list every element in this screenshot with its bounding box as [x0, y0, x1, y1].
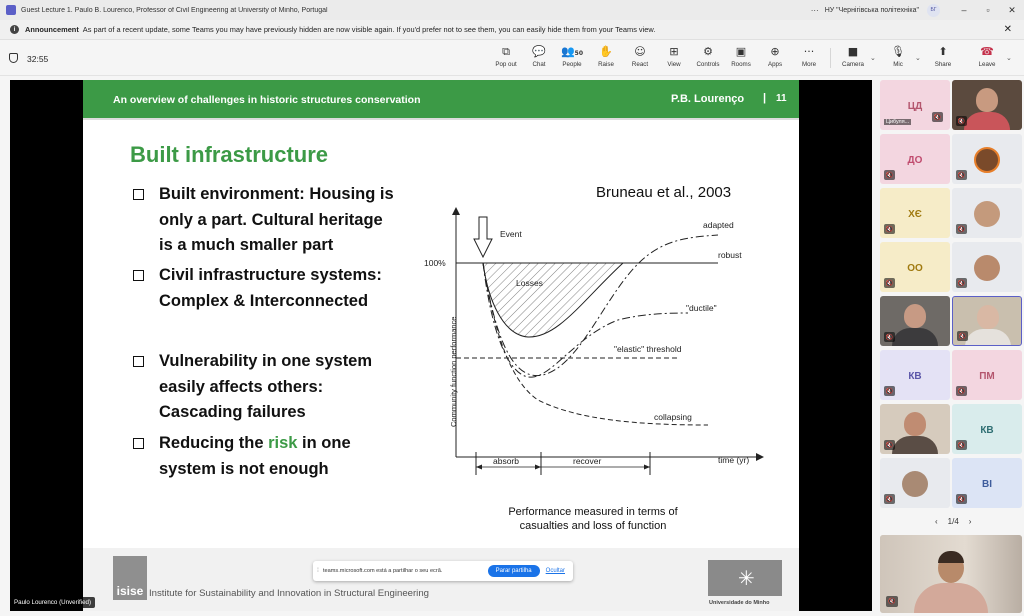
robust-label: robust — [718, 250, 742, 260]
participant-video-tile[interactable] — [952, 80, 1022, 130]
view-button[interactable]: ⊞ View — [667, 45, 681, 68]
apps-button[interactable]: ⊕ Apps — [767, 45, 783, 68]
y-axis-arrow — [452, 207, 460, 215]
stop-sharing-button[interactable]: Parar partilha — [488, 565, 540, 577]
raise-hand-button[interactable]: ✋ Raise — [598, 45, 614, 68]
info-icon: i — [10, 25, 19, 34]
participant-tile[interactable]: ОО 🔇 — [880, 242, 950, 292]
controls-icon: ⚙ — [703, 45, 713, 58]
slide-citation: Bruneau et al., 2003 — [596, 184, 732, 201]
isise-logo: isise — [113, 556, 147, 600]
participant-video-tile[interactable] — [880, 296, 950, 346]
mic-muted-icon: 🔇 — [885, 225, 894, 233]
chat-icon: 💬 — [532, 45, 546, 58]
mic-muted-icon: 🔇 — [885, 495, 894, 503]
share-button[interactable]: ⬆ Share — [934, 45, 952, 68]
drag-handle-icon[interactable]: ⁞ — [317, 568, 319, 574]
uminho-star-icon: ✳ — [738, 566, 755, 590]
presentation-slide — [83, 80, 799, 611]
x-axis-arrow — [756, 453, 764, 461]
meeting-timer: 32:55 — [27, 54, 49, 64]
mic-muted-icon: 🔇 — [958, 332, 967, 340]
people-icon: 👥50 — [560, 45, 584, 58]
elastic-threshold-label: "elastic" threshold — [614, 344, 682, 354]
participant-video-tile[interactable] — [880, 404, 950, 454]
university-name: Universidade do Minho — [709, 600, 770, 606]
organization-name[interactable]: НУ "Чернігівська політехніка" — [824, 6, 919, 14]
prev-page-icon[interactable]: ‹ — [935, 517, 938, 526]
participant-avatar — [974, 147, 1000, 173]
view-icon: ⊞ — [669, 45, 679, 58]
rooms-button[interactable]: ▣ Rooms — [731, 45, 751, 68]
event-label: Event — [500, 229, 522, 239]
recover-label: recover — [573, 456, 602, 466]
mic-muted-icon: 🔇 — [885, 279, 894, 287]
bullet-reducing-risk: Reducing the risk in one system is not enough — [133, 431, 351, 482]
participant-avatar-tile[interactable] — [952, 242, 1022, 292]
meeting-toolbar — [0, 40, 1024, 76]
mic-muted-icon: 🔇 — [885, 333, 894, 341]
bullet-civil-infrastructure: Civil infrastructure systems: Complex & Interconnected — [133, 263, 382, 314]
title-bar — [0, 0, 1024, 20]
adapted-label: adapted — [703, 220, 734, 230]
participant-avatar-tile[interactable] — [952, 188, 1022, 238]
react-button[interactable]: ☺ React — [631, 45, 649, 68]
chat-button[interactable]: 💬 Chat — [532, 45, 546, 68]
toolbar-divider — [830, 48, 831, 68]
mic-muted-icon: 🔇 — [957, 171, 966, 179]
participant-avatar-tile[interactable] — [880, 458, 950, 508]
shield-icon — [9, 53, 18, 63]
uminho-logo — [708, 560, 782, 596]
more-options-icon[interactable]: ··· — [810, 5, 819, 15]
bullet-square-icon — [133, 356, 144, 367]
ductile-label: "ductile" — [686, 303, 717, 313]
absorb-label: absorb — [493, 456, 519, 466]
collapsing-label: collapsing — [654, 412, 692, 422]
next-page-icon[interactable]: › — [968, 517, 972, 526]
slide-author: P.B. Lourenço — [671, 93, 745, 105]
participant-body — [892, 328, 938, 346]
participant-body — [892, 436, 938, 454]
leave-options-chevron-icon[interactable]: ⌄ — [1006, 55, 1012, 62]
raise-hand-icon: ✋ — [599, 45, 613, 58]
losses-label: Losses — [516, 278, 543, 288]
camera-options-chevron-icon[interactable]: ⌄ — [870, 55, 876, 62]
mic-muted-icon: 🔇 — [957, 279, 966, 287]
screen-share-banner — [313, 561, 573, 581]
announcement-label: Announcement — [25, 25, 79, 34]
announcement-text: As part of a recent update, some Teams you may have previously hidden are now visible again. If you'd prefer not to see them, you can easily hide them from your Teams view. — [82, 25, 656, 34]
share-icon: ⬆ — [938, 45, 948, 58]
bullet-square-icon — [133, 270, 144, 281]
rooms-icon: ▣ — [735, 45, 747, 58]
shared-screen-stage — [10, 80, 872, 611]
event-arrow — [474, 217, 492, 257]
mic-button[interactable]: 🎙 Mic — [891, 45, 905, 68]
mic-muted-icon: 🔇 — [886, 596, 898, 607]
participant-video-tile-active[interactable] — [952, 296, 1022, 346]
participant-tile[interactable]: ВІ 🔇 — [952, 458, 1022, 508]
participant-tile[interactable]: КВ 🔇 — [880, 350, 950, 400]
phone-hangup-icon: ☎ — [980, 45, 994, 58]
slide-header-band — [83, 118, 799, 120]
bullet-square-icon — [133, 189, 144, 200]
resilience-chart — [418, 205, 778, 475]
bullet-vulnerability: Vulnerability in one system easily affects others: Cascading failures — [133, 349, 372, 426]
participant-initials: ЦД — [902, 93, 928, 119]
slide-header — [83, 80, 799, 118]
slide-number: 11 — [776, 93, 787, 104]
people-count: 50 — [574, 50, 584, 57]
mic-muted-icon: 🔇 — [885, 387, 894, 395]
institute-name: Institute for Sustainability and Innovation in Structural Engineering — [149, 588, 429, 599]
more-icon: ··· — [803, 45, 815, 58]
participant-tile[interactable] — [880, 80, 950, 130]
hide-banner-link[interactable]: Ocultar — [545, 568, 565, 574]
maximize-button[interactable]: ▫ — [986, 5, 990, 15]
participant-tile[interactable]: ХЄ 🔇 — [880, 188, 950, 238]
window-title: Guest Lecture 1. Paulo B. Lourenco, Professor of Civil Engineering at University of Minho, Portugal — [21, 6, 328, 14]
participant-avatar — [974, 255, 1000, 281]
participant-avatar — [902, 471, 928, 497]
mic-muted-icon: 🔇 — [933, 113, 942, 121]
announcement-bar — [0, 20, 1024, 40]
camera-button[interactable]: ■ Camera — [841, 45, 864, 68]
controls-button[interactable]: ⚙ Controls — [696, 45, 720, 68]
participant-avatar-tile[interactable] — [952, 134, 1022, 184]
mic-muted-icon: 🔇 — [957, 225, 966, 233]
mic-muted-icon: 🔇 — [957, 117, 966, 125]
minimize-button[interactable]: – — [961, 5, 967, 15]
participant-face — [976, 88, 998, 112]
close-window-button[interactable]: ✕ — [1008, 4, 1016, 15]
mic-muted-icon: 🔇 — [957, 441, 966, 449]
pop-out-icon: ⧉ — [502, 45, 510, 58]
close-announcement-button[interactable]: ✕ — [1003, 24, 1012, 35]
participant-tile[interactable]: КВ 🔇 — [952, 404, 1022, 454]
page-indicator: 1/4 — [947, 517, 959, 526]
participant-body — [964, 112, 1010, 130]
pop-out-button[interactable]: ⧉ Pop out — [495, 45, 517, 68]
losses-area — [483, 263, 623, 337]
slide-heading: Built infrastructure — [130, 142, 329, 167]
participant-tile[interactable]: ПМ 🔇 — [952, 350, 1022, 400]
participant-face — [904, 412, 926, 436]
leave-button[interactable]: ☎ Leave — [978, 45, 996, 68]
share-message: teams.microsoft.com está a partilhar o seu ecrã. — [323, 568, 443, 574]
mic-muted-icon: 🔇 — [885, 441, 894, 449]
presenter-name-tag: Paulo Lourenco (Unverified) — [10, 597, 95, 608]
mic-muted-icon: 🔇 — [957, 387, 966, 395]
participant-avatar — [974, 201, 1000, 227]
participant-tile[interactable]: ДО 🔇 — [880, 134, 950, 184]
y-tick-100: 100% — [424, 258, 446, 268]
risk-highlight: risk — [268, 434, 298, 452]
participant-name: Цибуля... — [886, 119, 910, 125]
apps-icon: ⊕ — [770, 45, 780, 58]
chart-caption: Performance measured in terms of casualties and loss of function — [508, 506, 678, 532]
mic-off-icon: 🎙 — [891, 45, 905, 58]
more-button[interactable]: ··· More — [801, 45, 817, 68]
self-view-video[interactable] — [880, 535, 1022, 613]
slide-header-title: An overview of challenges in historic structures conservation — [113, 94, 421, 106]
react-icon: ☺ — [634, 45, 646, 58]
account-avatar[interactable]: БГ — [927, 4, 940, 17]
bullet-square-icon — [133, 438, 144, 449]
y-axis-label: Community function performance — [449, 316, 458, 427]
mic-muted-icon: 🔇 — [885, 171, 894, 179]
mic-options-chevron-icon[interactable]: ⌄ — [915, 55, 921, 62]
mic-muted-icon: 🔇 — [957, 495, 966, 503]
people-button[interactable]: 👥50 People — [560, 45, 584, 68]
x-axis-label: time (yr) — [718, 455, 750, 465]
participant-face — [904, 304, 926, 328]
slide-header-separator: | — [763, 92, 767, 104]
bullet-built-environment: Built environment: Housing is only a part. Cultural heritage is a much smaller part — [133, 182, 394, 259]
teams-logo-icon — [6, 5, 16, 15]
participants-pager — [930, 517, 976, 526]
participant-body — [965, 329, 1011, 346]
participant-face — [977, 305, 999, 329]
camera-icon: ■ — [847, 45, 859, 58]
